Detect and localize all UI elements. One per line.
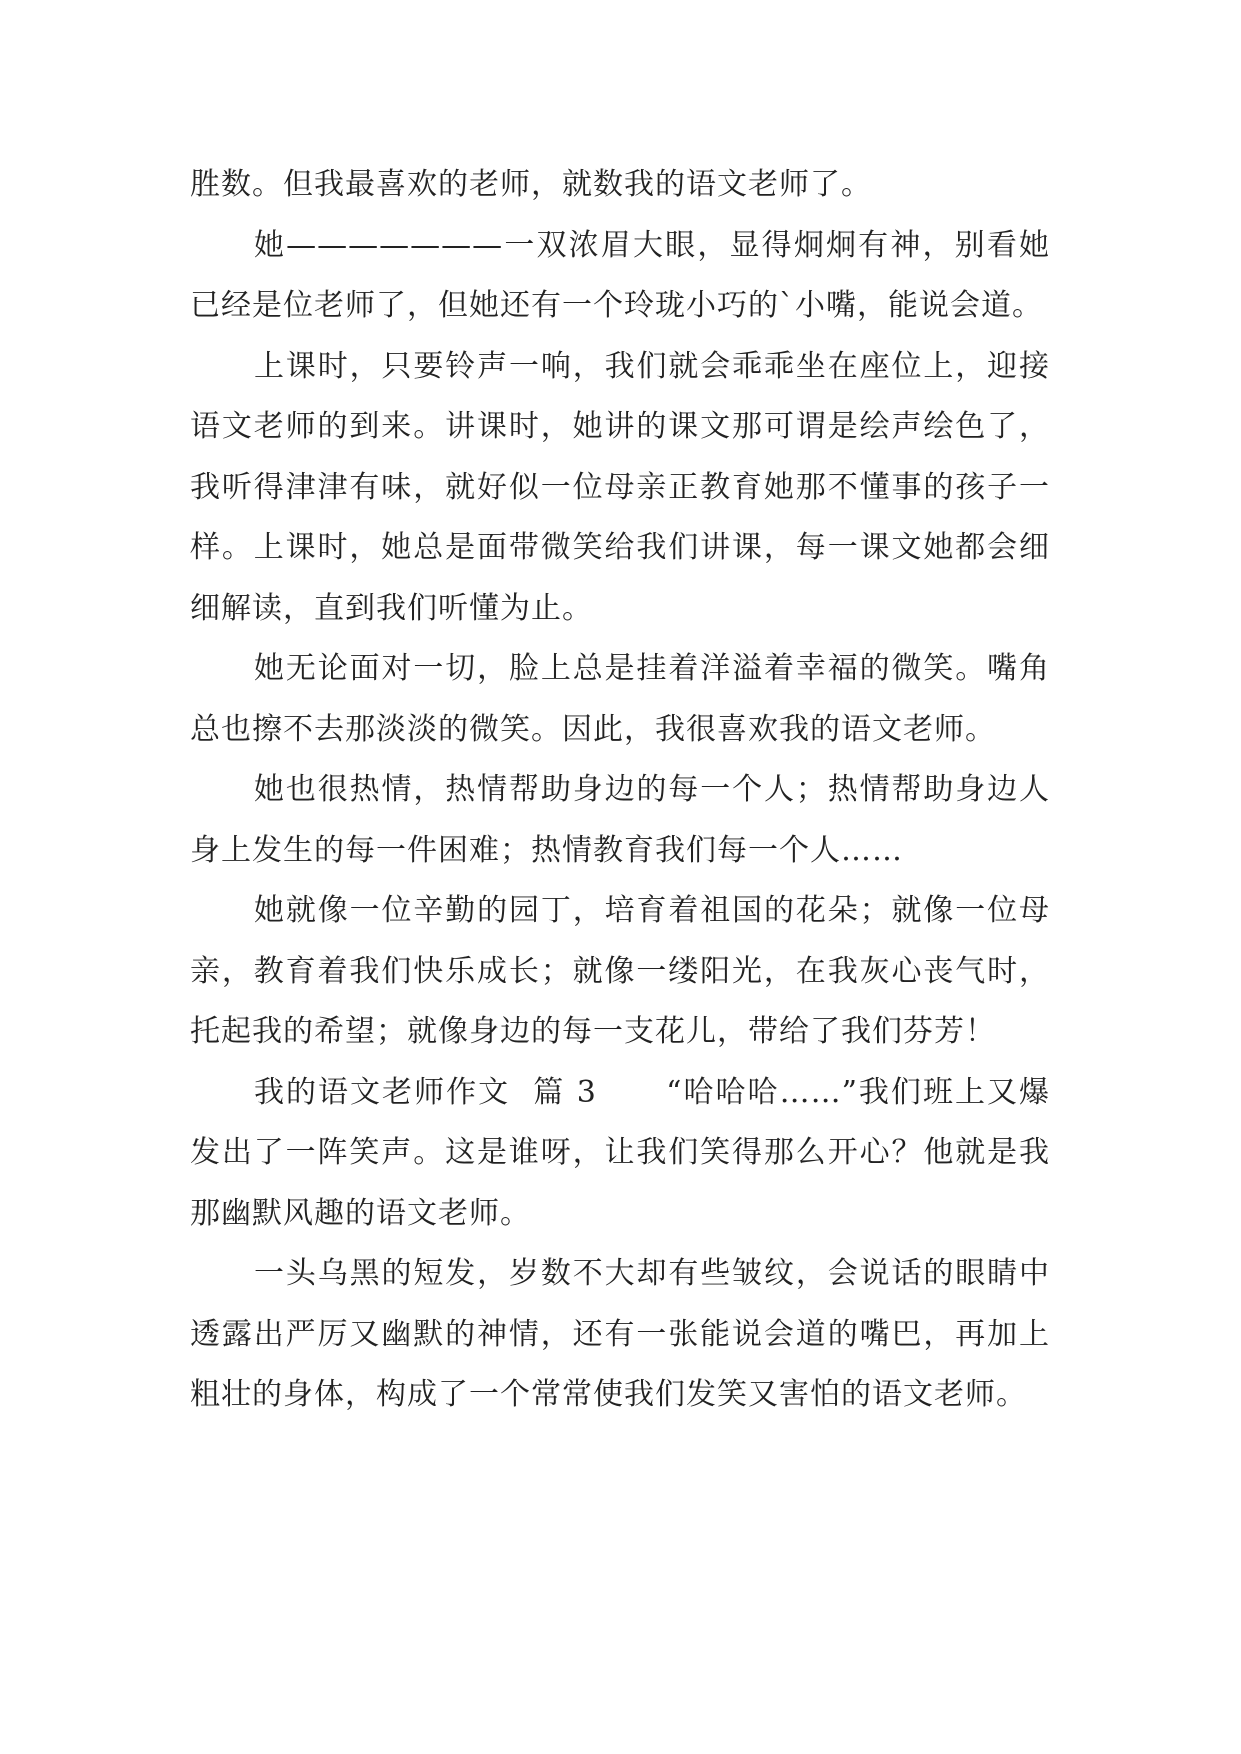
paragraph-6: 她就像一位辛勤的园丁，培育着祖国的花朵；就像一位母亲，教育着我们快乐成长；就像一缕阳光，在我灰心丧气时，托起我的希望；就像身边的每一支花儿，带给了我们芬芳！ [190, 893, 1050, 1049]
paragraph-1: 胜数。但我最喜欢的老师，就数我的语文老师了。 [190, 167, 872, 202]
document-body [190, 155, 1050, 1426]
paragraph-3: 上课时，只要铃声一响，我们就会乖乖坐在座位上，迎接语文老师的到来。讲课时，她讲的课文那可谓是绘声绘色了，我听得津津有味，就好似一位母亲正教育她那不懂事的孩子一样。上课时，她总是面带微笑给我们讲课，每一课文她都会细细解读，直到我们听懂为止。 [190, 348, 1050, 626]
paragraph-8: 一头乌黑的短发，岁数不大却有些皱纹，会说话的眼睛中透露出严厉又幽默的神情，还有一张能说会道的嘴巴，再加上粗壮的身体，构成了一个常常使我们发笑又害怕的语文老师。 [190, 1256, 1050, 1412]
paragraph-7: 我的语文老师作文 篇 3 “哈哈哈……”我们班上又爆发出了一阵笑声。这是谁呀，让我们笑得那么开心？他就是我那幽默风趣的语文老师。 [190, 1074, 1050, 1231]
paragraph-4: 她无论面对一切，脸上总是挂着洋溢着幸福的微笑。嘴角总也擦不去那淡淡的微笑。因此，我很喜欢我的语文老师。 [190, 651, 1050, 747]
paragraph-2: 她———————一双浓眉大眼，显得炯炯有神，别看她已经是位老师了，但她还有一个玲珑小巧的`小嘴，能说会道。 [190, 227, 1050, 323]
paragraph-5: 她也很热情，热情帮助身边的每一个人；热情帮助身边人身上发生的每一件困难；热情教育我们每一个人…… [190, 772, 1050, 868]
